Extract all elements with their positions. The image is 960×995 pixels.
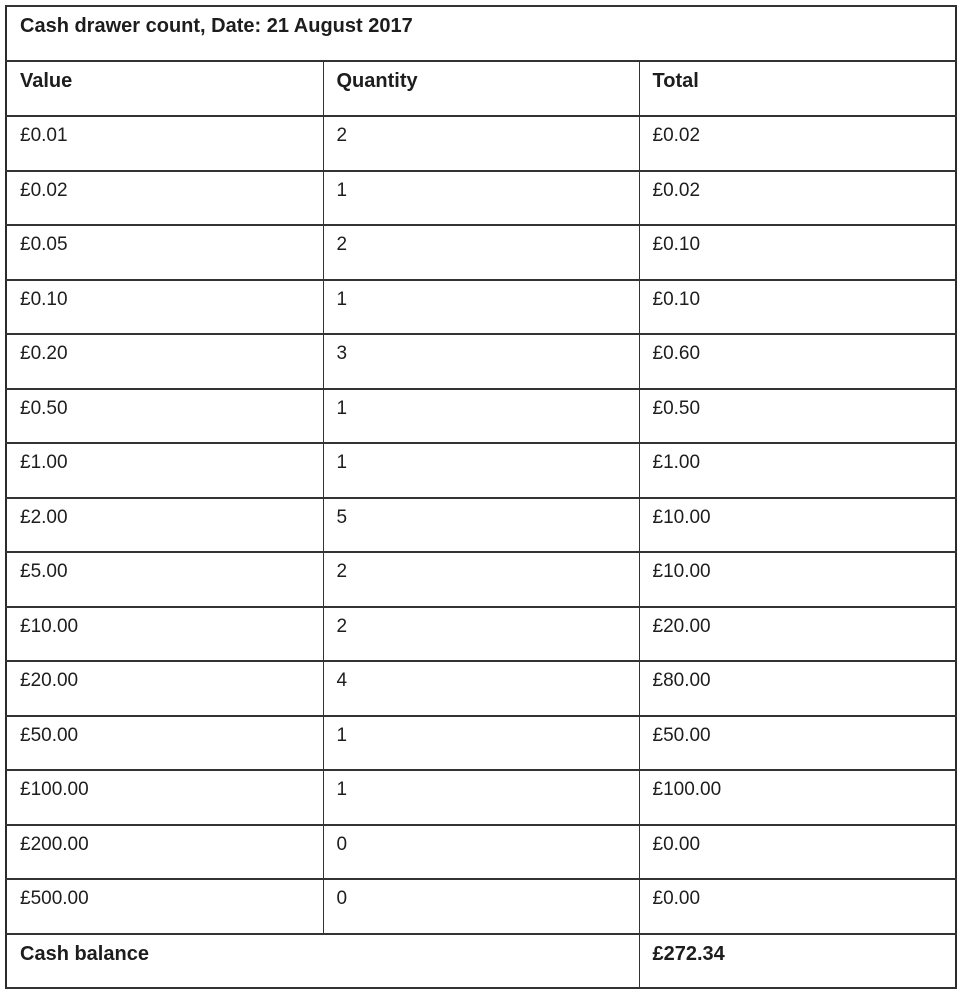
cell-total: £10.00: [639, 552, 956, 607]
table-title: Cash drawer count, Date: 21 August 2017: [6, 6, 956, 61]
cell-quantity: 1: [323, 770, 639, 825]
table-row: [6, 225, 956, 280]
cell-total: £80.00: [639, 661, 956, 716]
cell-total: £0.50: [639, 389, 956, 444]
cell-total: £0.60: [639, 334, 956, 389]
cell-quantity: 1: [323, 716, 639, 771]
table-title-row: [6, 6, 956, 61]
cell-total: £1.00: [639, 443, 956, 498]
column-header-total: Total: [639, 61, 956, 116]
table-row: [6, 116, 956, 171]
cash-balance-total: £272.34: [639, 934, 956, 988]
cell-value: £0.01: [6, 116, 323, 171]
cell-value: £0.20: [6, 334, 323, 389]
column-header-quantity: Quantity: [323, 61, 639, 116]
table-row: [6, 389, 956, 444]
cell-quantity: 1: [323, 389, 639, 444]
table-row: [6, 661, 956, 716]
cell-quantity: 2: [323, 607, 639, 662]
cell-quantity: 2: [323, 552, 639, 607]
table-row: [6, 825, 956, 880]
cell-quantity: 0: [323, 825, 639, 880]
cell-value: £10.00: [6, 607, 323, 662]
cell-total: £0.10: [639, 280, 956, 335]
cash-balance-label: Cash balance: [6, 934, 639, 988]
table-body: [6, 116, 956, 934]
table-row: [6, 607, 956, 662]
cell-value: £50.00: [6, 716, 323, 771]
table-row: [6, 552, 956, 607]
cell-value: £20.00: [6, 661, 323, 716]
table-row: [6, 498, 956, 553]
table-header-row: [6, 61, 956, 116]
cell-quantity: 1: [323, 171, 639, 226]
cash-drawer-table: [5, 5, 957, 989]
cell-value: £5.00: [6, 552, 323, 607]
cell-value: £500.00: [6, 879, 323, 934]
cell-total: £0.02: [639, 116, 956, 171]
table-row: [6, 716, 956, 771]
cell-total: £50.00: [639, 716, 956, 771]
cash-balance-row: [6, 934, 956, 988]
cell-total: £0.00: [639, 879, 956, 934]
cell-quantity: 1: [323, 443, 639, 498]
cell-total: £0.10: [639, 225, 956, 280]
table-row: [6, 334, 956, 389]
cell-quantity: 4: [323, 661, 639, 716]
cell-total: £100.00: [639, 770, 956, 825]
cell-quantity: 1: [323, 280, 639, 335]
table-row: [6, 879, 956, 934]
cell-total: £20.00: [639, 607, 956, 662]
cell-value: £0.10: [6, 280, 323, 335]
cell-value: £1.00: [6, 443, 323, 498]
cell-quantity: 2: [323, 225, 639, 280]
cell-total: £0.02: [639, 171, 956, 226]
cell-value: £100.00: [6, 770, 323, 825]
cell-value: £0.02: [6, 171, 323, 226]
cell-quantity: 0: [323, 879, 639, 934]
column-header-value: Value: [6, 61, 323, 116]
cell-value: £2.00: [6, 498, 323, 553]
table-row: [6, 770, 956, 825]
cell-value: £200.00: [6, 825, 323, 880]
cell-quantity: 5: [323, 498, 639, 553]
cell-value: £0.05: [6, 225, 323, 280]
cell-quantity: 2: [323, 116, 639, 171]
cell-total: £10.00: [639, 498, 956, 553]
table-row: [6, 443, 956, 498]
cell-value: £0.50: [6, 389, 323, 444]
table-row: [6, 280, 956, 335]
cell-quantity: 3: [323, 334, 639, 389]
table-row: [6, 171, 956, 226]
cell-total: £0.00: [639, 825, 956, 880]
